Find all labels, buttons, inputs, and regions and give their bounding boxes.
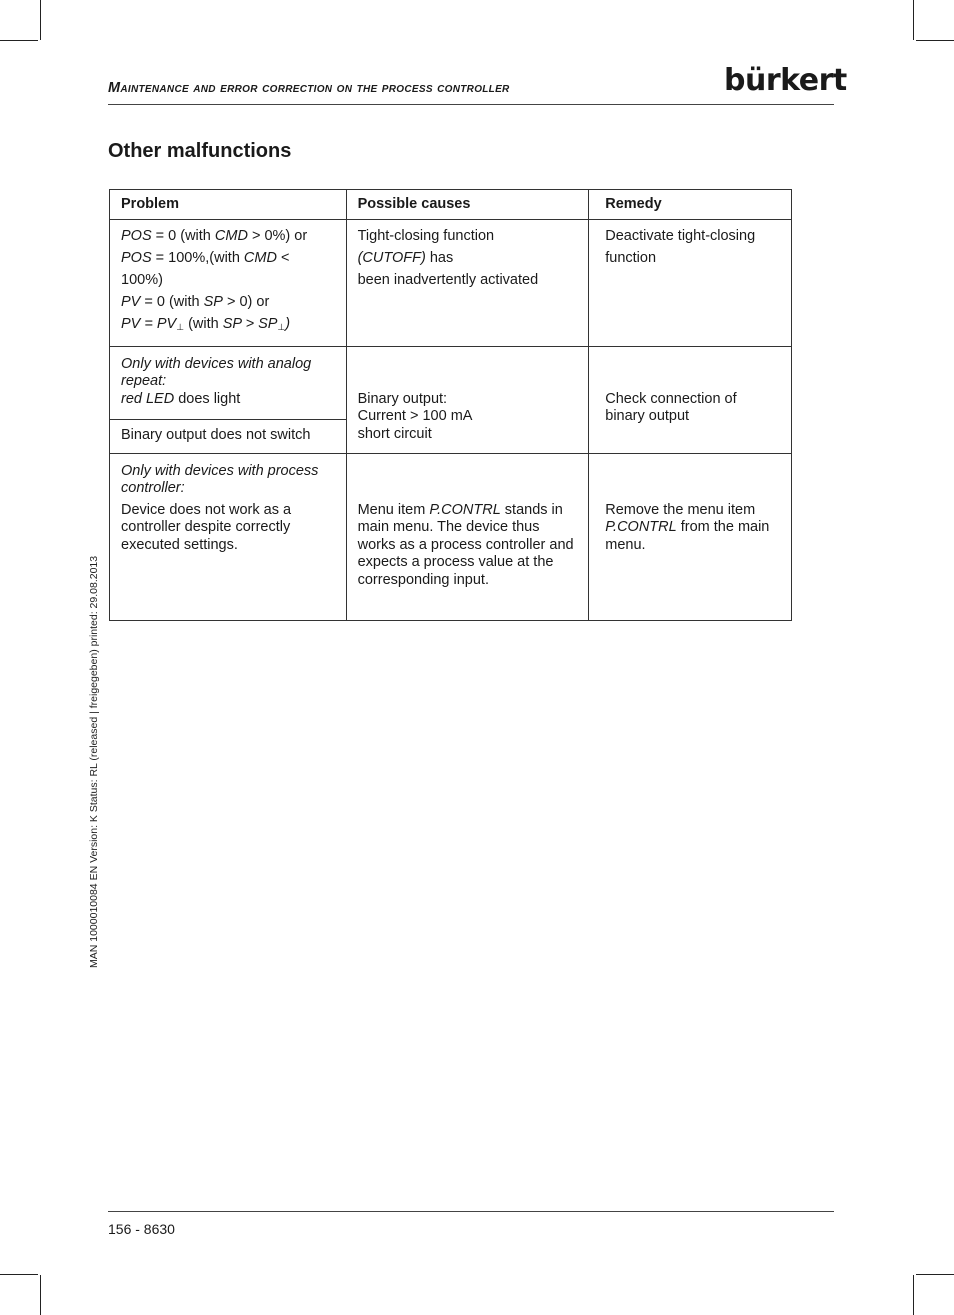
crop-mark — [40, 0, 41, 40]
crop-mark — [0, 40, 38, 41]
cause-line: Binary output: — [357, 390, 448, 407]
cause-line: Tight-closing function — [357, 227, 495, 244]
problem-line: red LED does light — [121, 390, 241, 407]
page-number: 156 - 8630 — [108, 1221, 175, 1237]
table-row — [110, 346, 792, 419]
problem-line: POS = 0 (with CMD > 0%) or — [121, 227, 308, 244]
crop-mark — [913, 1275, 914, 1315]
malfunctions-table — [109, 189, 792, 621]
header-remedy: Remedy — [589, 190, 792, 220]
crop-mark — [0, 1274, 38, 1275]
table-row — [110, 453, 792, 620]
cause-cell: Menu item P.CONTRL stands in main menu. The device thus works as a process controller and expects a process value at the corresponding input. — [346, 453, 589, 620]
document-metadata: MAN 1000010084 EN Version: K Status: RL (released | freigegeben) printed: 29.08.2013 — [88, 555, 100, 968]
header-causes: Possible causes — [346, 190, 589, 220]
problem-cell — [110, 346, 347, 419]
footer-rule — [108, 1211, 834, 1212]
logo-text: bürkert — [724, 63, 847, 98]
cause-cell — [346, 346, 589, 453]
remedy-cell — [589, 219, 792, 346]
remedy-cell — [589, 346, 792, 453]
remedy-cell: Remove the menu item P.CONTRL from the main menu. — [589, 453, 792, 620]
table-header-row — [110, 190, 792, 220]
problem-note: Only with devices with analog repeat: — [121, 355, 312, 389]
cause-line: short circuit — [357, 425, 432, 442]
remedy-line: Check connection of — [605, 390, 737, 407]
burkert-logo — [724, 63, 847, 100]
problem-line: Device does not work as a controller despite correctly executed settings. — [121, 501, 292, 553]
header-title: Maintenance and error correction on the process controller — [108, 80, 510, 96]
page-header — [108, 63, 847, 105]
remedy-line: binary output — [605, 408, 690, 424]
crop-mark — [916, 1274, 954, 1275]
cause-cell — [346, 219, 589, 346]
problem-cell: Binary output does not switch — [110, 419, 347, 453]
crop-mark — [916, 40, 954, 41]
cause-line: Current > 100 mA — [357, 408, 473, 424]
crop-mark — [40, 1275, 41, 1315]
remedy-line: Deactivate tight-closing — [605, 227, 756, 244]
header-problem: Problem — [110, 190, 347, 220]
problem-line: PV = 0 (with SP > 0) or — [121, 293, 270, 310]
cause-line: been inadvertently activated — [357, 271, 539, 288]
problem-cell — [110, 219, 347, 346]
section-title: Other malfunctions — [108, 140, 292, 162]
problem-line: PV = $PV_\perp$ (with SP > $SP_\perp$) — [121, 315, 291, 332]
problem-cell — [110, 453, 347, 620]
table-row — [110, 219, 792, 346]
crop-mark — [913, 0, 914, 40]
cause-line: (CUTOFF) has — [357, 249, 454, 266]
problem-line: POS = 100%,(with CMD < 100%) — [121, 249, 290, 288]
remedy-line: function — [605, 249, 657, 266]
problem-note: Only with devices with process controller: — [121, 462, 319, 496]
